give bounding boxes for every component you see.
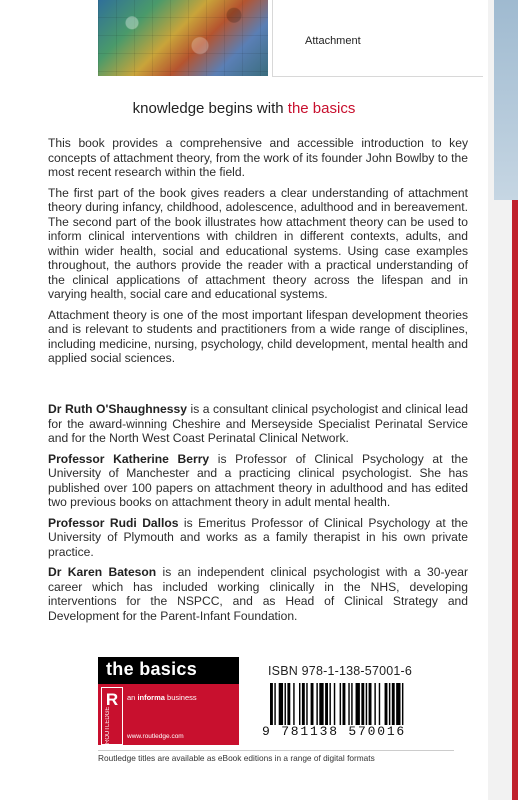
puzzle-pattern [98, 0, 268, 76]
tagline-prefix: knowledge begins with [132, 100, 288, 117]
barcode-bar [343, 683, 346, 725]
barcode [270, 683, 450, 725]
barcode-bar [402, 683, 403, 725]
author-bios [48, 402, 468, 629]
series-name-band [98, 657, 239, 684]
title-box [272, 0, 483, 77]
barcode-bar [356, 683, 360, 725]
barcode-bar [348, 683, 349, 725]
barcode-bar [285, 683, 286, 725]
author-name: Professor Rudi Dallos [48, 515, 179, 530]
author-bio [48, 565, 468, 623]
routledge-logo-word: ROUTLEDGE [105, 706, 111, 744]
spine-red-band [512, 200, 518, 800]
barcode-bar [325, 683, 328, 725]
barcode-bar [389, 683, 390, 725]
barcode-bar [392, 683, 395, 725]
author-bio-text: is a consultant clinical psychologist and clinical lead for the award-winning Cheshire and Merseyside Specialist Perinatal Service and for the North West Coast Perinatal Clinical Network. [48, 402, 468, 445]
informa-name: informa [137, 693, 165, 702]
barcode-bar [274, 683, 275, 725]
barcode-bar [340, 683, 341, 725]
description-paragraph-3: Attachment theory is one of the most important lifespan development theories and is relevant to students and practitioners from a wide range of disciplines, including medicine, nursing, psychology, child development, mental health and applied social sciences. [48, 307, 468, 365]
series-name: the basics [106, 659, 198, 679]
barcode-bar [361, 683, 364, 725]
informa-suffix: business [164, 693, 197, 702]
tagline-accent: the basics [287, 100, 356, 117]
barcode-bar [287, 683, 290, 725]
ebook-note: Routledge titles are available as eBook editions in a range of digital formats [98, 753, 375, 763]
barcode-bar [379, 683, 380, 725]
barcode-bar [302, 683, 305, 725]
description-paragraph-1: This book provides a comprehensive and accessible introduction to key concepts of attachment theory, from the work of its founder John Bowlby to the most recent research within the field. [48, 136, 468, 179]
barcode-bar [334, 683, 335, 725]
isbn-label: ISBN 978-1-138-57001-6 [268, 664, 413, 678]
author-bio [48, 516, 468, 560]
author-bio-text: is Professor of Clinical Psychology at the University of Manchester and a practicing clinical psychologist. She has published over 100 papers on attachment theory in adulthood and has edited two previous books on attachment theory in adult mental health. [48, 451, 468, 509]
author-bio [48, 452, 468, 510]
publisher-url: www.routledge.com [127, 733, 184, 740]
author-name: Professor Katherine Berry [48, 451, 210, 466]
informa-prefix: an [127, 693, 138, 702]
barcode-bar [369, 683, 372, 725]
barcode-bar [299, 683, 300, 725]
book-title: Attachment [305, 35, 361, 47]
barcode-bar [306, 683, 307, 725]
barcode-bar [319, 683, 323, 725]
barcode-bar [279, 683, 283, 725]
cover-illustration [98, 0, 268, 76]
author-bio [48, 402, 468, 446]
barcode-bar [316, 683, 317, 725]
barcode-bar [311, 683, 314, 725]
barcode-bar [351, 683, 352, 725]
book-description [48, 136, 468, 372]
author-bio-text: is an independent clinical psychologist with a 30-year career which has included working clinically in the NHS, developing interventions for the NSPCC, and as Head of Clinical Strategy and Development for the Parent-Infant Foundation. [48, 565, 469, 623]
barcode-bar [366, 683, 367, 725]
routledge-logo-letter: R [105, 690, 119, 709]
author-name: Dr Ruth O'Shaughnessy [48, 402, 187, 416]
series-tagline [0, 100, 488, 117]
routledge-logo [101, 687, 123, 745]
footer-divider [98, 750, 454, 751]
author-bio-text: is Emeritus Professor of Clinical Psychology at the University of Plymouth and works as a family therapist in his own private practice. [48, 515, 469, 559]
barcode-bar [329, 683, 330, 725]
barcode-bar [396, 683, 400, 725]
barcode-bar [270, 683, 273, 725]
author-name: Dr Karen Bateson [48, 565, 157, 579]
barcode-bar [293, 683, 294, 725]
barcode-bar [374, 683, 375, 725]
spine-blue-band [494, 0, 518, 200]
barcode-bar [385, 683, 388, 725]
description-paragraph-2: The first part of the book gives readers a clear understanding of attachment theory during infancy, childhood, adolescence, adulthood and in bereavement. The second part of the book illustrates how attachment theory can be used to inform clinical interventions with children in different contexts, adults, and within wider health, social and educational systems. Using case examples throughout, the authors provide the reader with a practical understanding of the clinical applications of attachment theory across the lifespan and in varying health, social care and educational systems. [48, 185, 468, 301]
informa-business-line [127, 693, 197, 702]
barcode-digits: 9 781138 570016 [262, 724, 407, 739]
